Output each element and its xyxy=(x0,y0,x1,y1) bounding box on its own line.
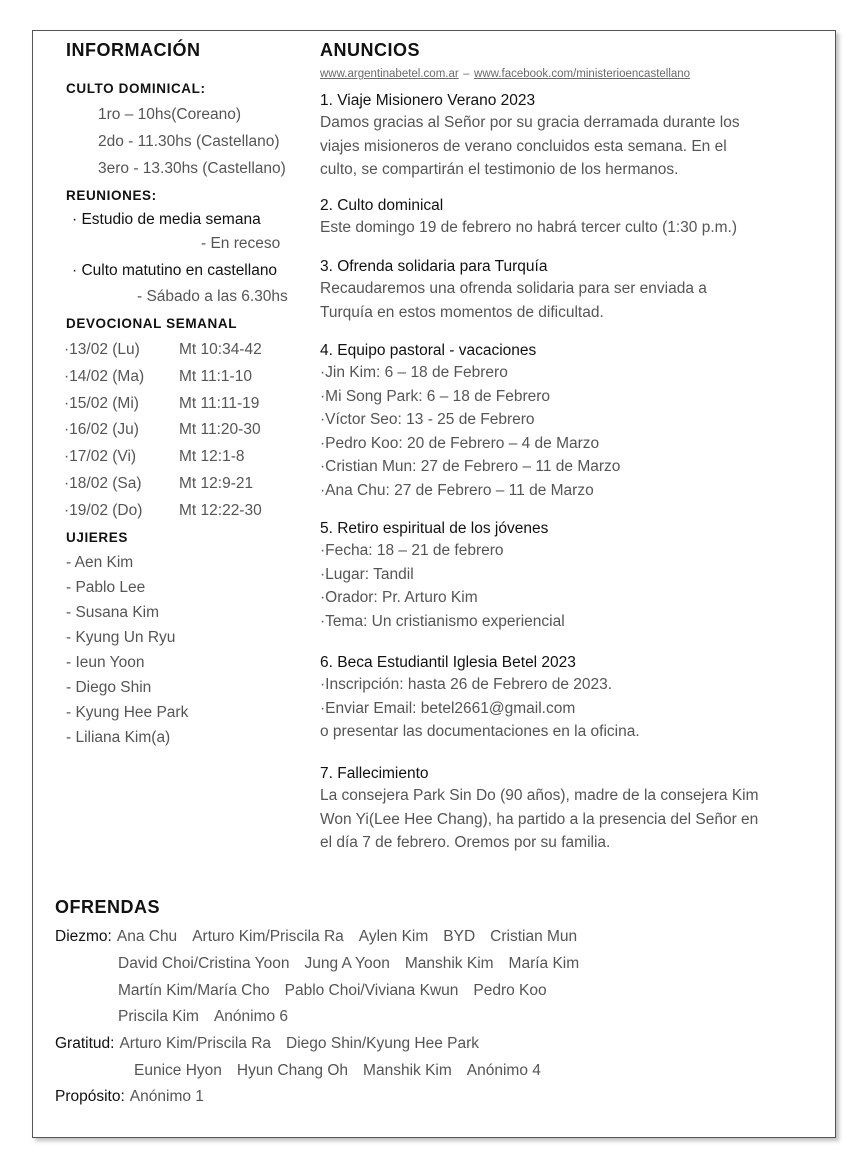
anuncio-title: 7. Fallecimiento xyxy=(320,765,429,782)
anuncio-line: o presentar las documentaciones en la oficina. xyxy=(320,723,640,740)
anuncio-line: ·Jin Kim: 6 – 18 de Febrero xyxy=(320,364,508,381)
ofrenda-row-diezmo xyxy=(118,982,562,1000)
devocional-reference: Mt 11:20-30 xyxy=(179,421,261,439)
devocional-day: ·16/02 (Ju) xyxy=(64,421,139,439)
donor-name: Anónimo 6 xyxy=(213,1008,289,1026)
devocional-day: ·18/02 (Sa) xyxy=(64,475,142,492)
devocional-day: ·19/02 (Do) xyxy=(64,501,143,519)
donor-name: Manshik Kim xyxy=(363,1061,452,1079)
anuncio-line: ·Tema: Un cristianismo experiencial xyxy=(320,612,565,630)
anuncio-title: 1. Viaje Misionero Verano 2023 xyxy=(320,92,536,109)
devocional-reference: Mt 12:1-8 xyxy=(179,448,245,466)
anuncio-line: ·Víctor Seo: 13 - 25 de Febrero xyxy=(320,411,535,428)
donor-name: Arturo Kim/Priscila Ra xyxy=(192,928,344,945)
culto-dominical-title: CULTO DOMINICAL: xyxy=(66,81,206,96)
ujier-item: - Kyung Un Ryu xyxy=(66,629,176,646)
info-title: INFORMACIÓN xyxy=(66,40,201,60)
anuncio-line: ·Lugar: Tandil xyxy=(320,565,414,583)
anuncio-line: Este domingo 19 de febrero no habrá tercer culto (1:30 p.m.) xyxy=(320,219,738,236)
devocional-reference: Mt 11:11-19 xyxy=(179,394,260,412)
web-links xyxy=(320,64,690,82)
donor-name: Ana Chu xyxy=(116,928,178,945)
anuncio-line: ·Enviar Email: betel2661@gmail.com xyxy=(320,699,576,717)
ujier-item: - Pablo Lee xyxy=(66,579,146,596)
anuncio-line: Damos gracias al Señor por su gracia derramada durante los xyxy=(320,114,740,131)
reunion-estudio: · Estudio de media semana xyxy=(72,211,261,228)
anuncio-line: ·Cristian Mun: 27 de Febrero – 11 de Marzo xyxy=(320,458,621,475)
ofrenda-row-diezmo xyxy=(118,955,594,973)
reunion-culto-matutino-note: - Sábado a las 6.30hs xyxy=(137,288,288,305)
ofrenda-row-proposito xyxy=(55,1088,219,1106)
anuncio-title: 4. Equipo pastoral - vacaciones xyxy=(320,342,537,359)
anuncio-title: 5. Retiro espiritual de los jóvenes xyxy=(320,520,549,537)
diezmo-label: Diezmo: xyxy=(55,928,112,945)
anuncio-line: ·Ana Chu: 27 de Febrero – 11 de Marzo xyxy=(320,481,594,499)
anuncio-line: ·Pedro Koo: 20 de Febrero – 4 de Marzo xyxy=(320,434,600,452)
reunion-culto-matutino: · Culto matutino en castellano xyxy=(72,262,278,279)
donor-name: Priscila Kim xyxy=(118,1008,199,1026)
devocional-reference: Mt 12:9-21 xyxy=(179,475,254,492)
ofrendas-title: OFRENDAS xyxy=(55,897,161,917)
anuncio-title: 6. Beca Estudiantil Iglesia Betel 2023 xyxy=(320,654,576,671)
website-link[interactable]: www.argentinabetel.com.ar xyxy=(320,68,459,80)
reuniones-title: REUNIONES: xyxy=(66,188,157,203)
facebook-link[interactable]: www.facebook.com/ministerioencastellano xyxy=(474,68,691,80)
donor-name: Pedro Koo xyxy=(473,981,547,999)
donor-name: Cristian Mun xyxy=(490,928,578,945)
devocional-day: ·17/02 (Vi) xyxy=(64,448,137,466)
devocional-reference: Mt 10:34-42 xyxy=(179,341,262,358)
culto-2: 2do - 11.30hs (Castellano) xyxy=(98,133,280,150)
devocional-day: ·13/02 (Lu) xyxy=(64,341,140,358)
anuncio-line: Won Yi(Lee Hee Chang), ha partido a la presencia del Señor en xyxy=(320,810,759,828)
donor-name: Diego Shin/Kyung Hee Park xyxy=(286,1035,480,1052)
ujier-item: - Liliana Kim(a) xyxy=(66,729,171,746)
ofrenda-row-gratitud xyxy=(134,1062,556,1080)
donor-name: Anónimo 4 xyxy=(466,1061,541,1079)
ujier-item: - Susana Kim xyxy=(66,604,160,621)
ujier-item: - Diego Shin xyxy=(66,679,152,696)
anuncio-line: culto, se compartirán el testimonio de los hermanos. xyxy=(320,161,679,178)
link-separator: – xyxy=(463,68,470,80)
donor-name: Anónimo 1 xyxy=(129,1088,204,1105)
anuncio-title: 3. Ofrenda solidaria para Turquía xyxy=(320,258,548,275)
donor-name: BYD xyxy=(443,928,476,945)
donor-name: Pablo Choi/Viviana Kwun xyxy=(284,981,459,999)
culto-3: 3ero - 13.30hs (Castellano) xyxy=(98,160,286,177)
devocional-day: ·14/02 (Ma) xyxy=(64,367,145,385)
ujier-item: - Aen Kim xyxy=(66,554,134,571)
anuncio-title: 2. Culto dominical xyxy=(320,197,444,214)
ujieres-title: UJIERES xyxy=(66,530,128,545)
devocional-reference: Mt 11:1-10 xyxy=(179,367,252,385)
donor-name: Martín Kim/María Cho xyxy=(118,981,270,999)
donor-name: David Choi/Cristina Yoon xyxy=(118,954,290,972)
anuncio-line: La consejera Park Sin Do (90 años), madre de la consejera Kim xyxy=(320,787,759,804)
devocional-reference: Mt 12:22-30 xyxy=(179,501,262,519)
devocional-title: DEVOCIONAL SEMANAL xyxy=(66,316,238,331)
donor-name: Manshik Kim xyxy=(404,954,494,972)
anuncio-line: ·Orador: Pr. Arturo Kim xyxy=(320,589,478,606)
ofrenda-row-gratitud xyxy=(55,1035,494,1053)
donor-name: Aylen Kim xyxy=(358,928,429,945)
anuncio-line: el día 7 de febrero. Oremos por su familia. xyxy=(320,834,611,851)
anuncio-line: viajes misioneros de verano concluidos esta semana. En el xyxy=(320,137,727,155)
anuncio-line: ·Fecha: 18 – 21 de febrero xyxy=(320,542,504,559)
anuncio-line: ·Inscripción: hasta 26 de Febrero de 2023. xyxy=(320,676,613,693)
anuncio-line: Recaudaremos una ofrenda solidaria para ser enviada a xyxy=(320,280,707,297)
donor-name: María Kim xyxy=(508,954,580,972)
reunion-estudio-note: - En receso xyxy=(201,235,281,252)
culto-1: 1ro – 10hs(Coreano) xyxy=(98,106,242,123)
ofrenda-row-diezmo xyxy=(55,928,592,946)
donor-name: Arturo Kim/Priscila Ra xyxy=(119,1035,272,1052)
anuncio-line: Turquía en estos momentos de dificultad. xyxy=(320,303,604,321)
ofrenda-row-diezmo xyxy=(118,1008,303,1026)
devocional-day: ·15/02 (Mi) xyxy=(64,394,139,412)
anuncios-title: ANUNCIOS xyxy=(320,40,421,60)
donor-name: Hyun Chang Oh xyxy=(236,1061,349,1079)
donor-name: Eunice Hyon xyxy=(134,1061,222,1079)
proposito-label: Propósito: xyxy=(55,1088,125,1105)
gratitud-label: Gratitud: xyxy=(55,1035,115,1052)
ujier-item: - Kyung Hee Park xyxy=(66,704,189,721)
anuncio-line: ·Mi Song Park: 6 – 18 de Febrero xyxy=(320,387,551,405)
donor-name: Jung A Yoon xyxy=(304,954,390,972)
ujier-item: - Ieun Yoon xyxy=(66,654,145,671)
